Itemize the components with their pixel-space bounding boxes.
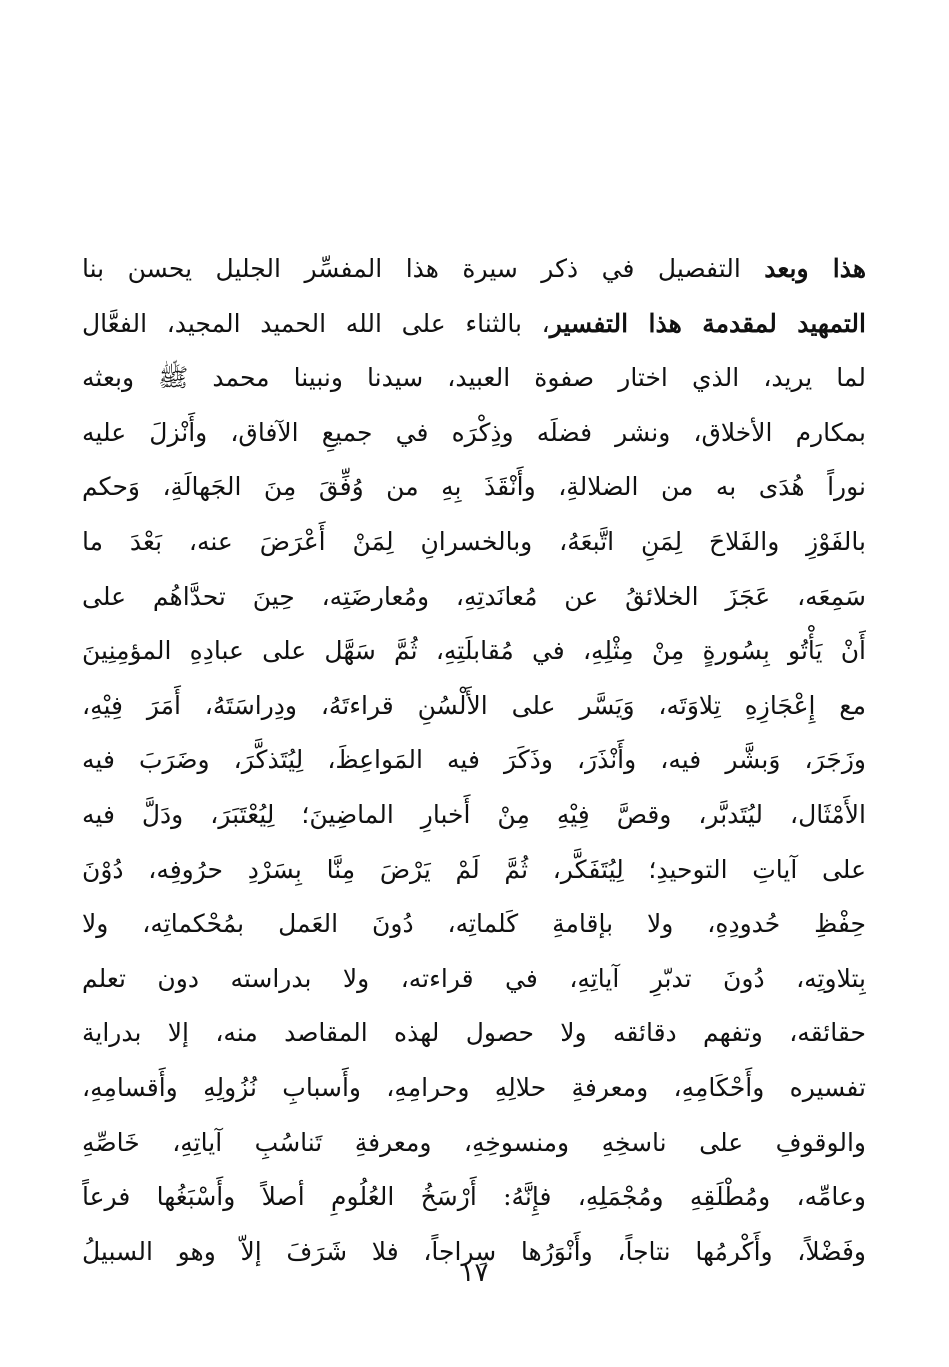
line-text: لما يريد، الذي اختار صفوة العبيد، سيدنا ونبينا محمد ﷺ وبعثه xyxy=(82,363,866,393)
text-line xyxy=(82,952,866,1007)
text-line xyxy=(82,515,866,570)
line-text: وفَضْلاً، وأَكْرمُها نتاجاً، وأَنْوَرُها سِراجاً، فلا شَرَفَ إلاّ وهو السبيلُ xyxy=(82,1236,866,1266)
line-text: بالفَوْزِ والفَلاحَ لِمَنِ اتَّبعَهُ، وبالخسرانِ لِمَنْ أَعْرَضَ عنه، بَعْدَ ما xyxy=(82,526,866,556)
text-line xyxy=(82,1116,866,1171)
text-line xyxy=(82,679,866,734)
text-line xyxy=(82,843,866,898)
text-line xyxy=(82,733,866,788)
line-text: ، بالثناء على الله الحميد المجيد، الفعَّال xyxy=(82,308,550,338)
text-line xyxy=(82,624,866,679)
line-text: مع إِعْجَازِهِ تِلاوَتَه، وَيَسَّر على الأَلْسُنِ قراءتَهُ، ودِراسَتَهُ، أَمَرَ فِيْهِ، xyxy=(82,690,866,720)
line-text: التفصيل في ذكر سيرة هذا المفسِّر الجليل يحسن بنا xyxy=(82,254,765,283)
line-text: الأَمْثَال، ليُتَدبَّر، وقصَّ فِيْهِ مِنْ أَخبارِ الماضِينَ؛ لِيُعْتَبَرَ، ودَلَّ فيه xyxy=(82,799,866,829)
bold-phrase: التمهيد لمقدمة هذا التفسير xyxy=(549,308,866,338)
bold-phrase: هذا وبعد xyxy=(764,254,866,283)
line-text: نوراً هُدَى به من الضلالةِ، وأَنْقَذَ بِهِ من وُفِّقَ مِنَ الجَهالَةِ، وَحكم xyxy=(82,472,866,502)
text-line xyxy=(82,1170,866,1225)
text-line xyxy=(82,1006,866,1061)
text-line xyxy=(82,460,866,515)
text-line xyxy=(82,297,866,352)
text-line xyxy=(82,1061,866,1116)
line-text: سَمِعَه، عَجَزَ الخلائقُ عن مُعانَدتِهِ، ومُعارضَتِه، حِينَ تحدَّاهُم على xyxy=(82,581,866,611)
body-text xyxy=(82,242,866,1279)
text-line xyxy=(82,788,866,843)
text-line xyxy=(82,897,866,952)
line-text: تفسيره وأَحْكَامِهِ، ومعرفةِ حلالِهِ وحرامِهِ، وأَسبابِ نُزُولِهِ وأَقسامِهِ، xyxy=(82,1072,866,1102)
line-text: على آياتِ التوحيدِ؛ لِيُتَفَكَّر، ثُمَّ لَمْ يَرْضَ مِنَّا بِسَرْدِ حرُوفِه، دُوْنَ xyxy=(82,854,866,884)
line-text: وعامِّه، ومُطْلَقِهِ ومُجْمَلِهِ، فإِنَّهُ: أَرْسَخُ العُلُومِ أصلاً وأَسْبَغُها فرعاً xyxy=(82,1182,866,1212)
text-line xyxy=(82,406,866,461)
line-text: أَنْ يَأْتُو بِسُورةٍ مِنْ مِثْلِهِ، في مُقابلَتِهِ، ثُمَّ سَهَّل على عبادِهِ المؤمِنِينَ xyxy=(82,636,866,666)
line-text: حقائقه، وتفهم دقائقه ولا حصول لهذه المقاصد منه، إلا بدراية xyxy=(82,1018,866,1048)
text-line xyxy=(82,242,866,297)
text-line xyxy=(82,570,866,625)
line-text: حِفْظِ حُدودِهِ، ولا بإقامةِ كَلماتِه، دُونَ العَمل بمُحْكماتِه، ولا xyxy=(82,909,866,939)
line-text: بمكارم الأخلاق، ونشر فضلَه وذِكْرَه في جميعِ الآفاق، وأَنْزلَ عليه xyxy=(82,417,866,447)
line-text: والوقوفِ على ناسخِهِ ومنسوخِهِ، ومعرفةِ تَناسُبِ آياتِهِ، خَاصِّهِ xyxy=(82,1127,866,1157)
line-text: وزَجَرَ، وَبشَّر فيه، وأَنْذَرَ، وذَكَرَ فيه المَواعِظَ، لِيُتَذكَّرَ، وضَرَبَ فيه xyxy=(82,745,866,775)
page-number: ١٧ xyxy=(460,1258,489,1288)
line-text: بِتلاوتِه، دُونَ تدبّرِ آياتِهِ، في قراءته، ولا بدراسته دون تعلم xyxy=(82,963,866,993)
text-line xyxy=(82,351,866,406)
